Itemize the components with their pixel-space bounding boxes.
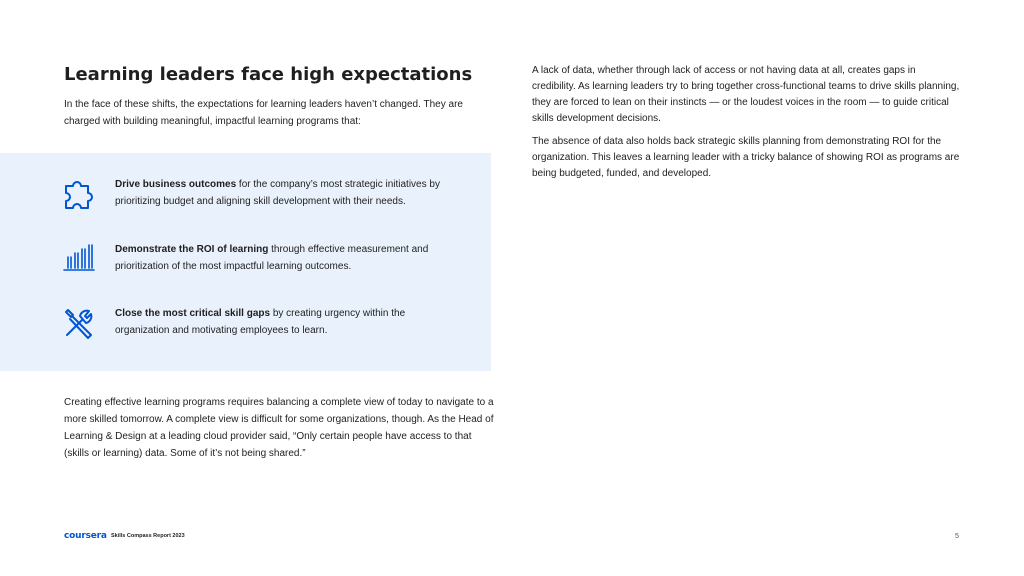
expectation-text bbox=[115, 242, 445, 275]
right-paragraph-2: The absence of data also holds back strategic skills planning from demonstrating ROI for the organization. This leaves a learning leader with a tricky balance of showing ROI as programs are being budgeted, funded, and developed. bbox=[532, 136, 960, 179]
expectation-item-skill-gaps bbox=[0, 306, 491, 356]
report-name: Skills Compass Report 2023 bbox=[111, 533, 185, 539]
coursera-logo: coursera bbox=[64, 531, 107, 541]
right-paragraph-1: A lack of data, whether through lack of access or not having data at all, creates gaps in credibility. As learning leaders try to bring together cross-functional teams to drive skills planning, they are forced to lean on their instincts — or the loudest voices in the room — to guide critical skills development decisions. bbox=[532, 65, 960, 124]
page-number: 5 bbox=[955, 533, 959, 540]
expectation-item-roi bbox=[0, 242, 491, 292]
expectation-detail: through effective measurement and prioritization of the most impactful learning outcomes. bbox=[115, 244, 429, 272]
expectation-item-business-outcomes bbox=[0, 177, 491, 227]
expectation-text bbox=[115, 306, 445, 339]
puzzle-icon bbox=[62, 178, 96, 212]
expectation-bold: Demonstrate the ROI of learning bbox=[115, 244, 269, 255]
bar-chart-icon bbox=[62, 240, 96, 274]
intro-text: In the face of these shifts, the expectations for learning leaders haven’t changed. They are charged with building meaningful, impactful learning programs that: bbox=[64, 99, 463, 127]
expectations-panel bbox=[0, 153, 491, 371]
page-title: Learning leaders face high expectations bbox=[64, 64, 473, 85]
expectation-bold: Drive business outcomes bbox=[115, 179, 237, 190]
expectation-bold: Close the most critical skill gaps bbox=[115, 308, 271, 319]
expectation-text bbox=[115, 177, 445, 210]
tools-icon bbox=[62, 306, 96, 340]
body-paragraph: Creating effective learning programs requires balancing a complete view of today to navigate to a more skilled tomorrow. A complete view is difficult for some organizations, though. As the Head of Learning & Design at a leading cloud provider said, “Only certain people have access to that (skills or learning) data. Some of it’s not being shared.” bbox=[64, 397, 494, 459]
expectation-detail: by creating urgency within the organization and motivating employees to learn. bbox=[115, 308, 406, 336]
expectation-detail: for the company’s most strategic initiatives by prioritizing budget and aligning skill development with their needs. bbox=[115, 179, 440, 207]
